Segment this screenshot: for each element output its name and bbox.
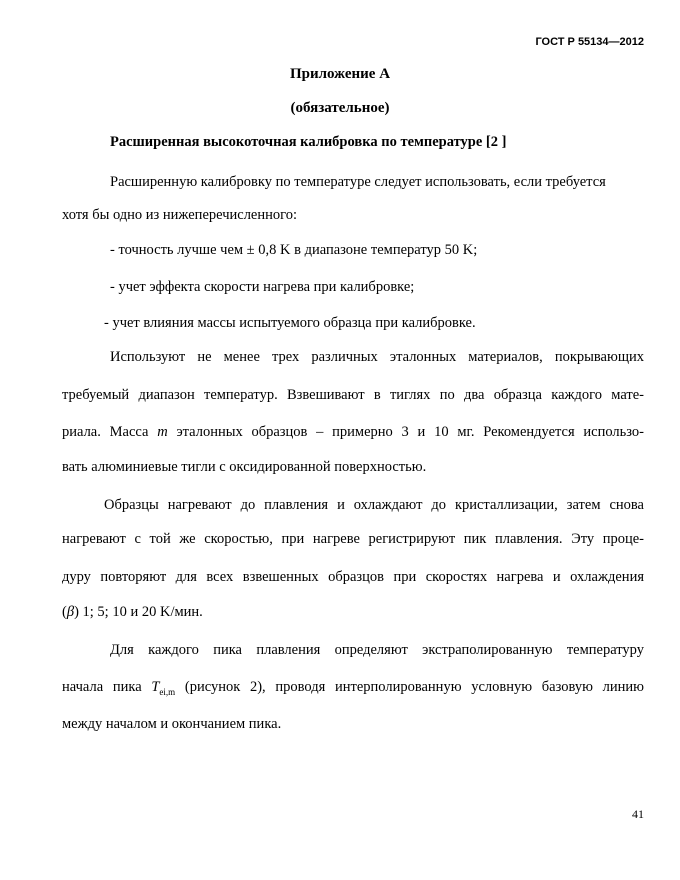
paragraph-line: Для каждого пика плавления определяют экстраполированную температуру	[110, 642, 644, 658]
paragraph-line: Образцы нагревают до плавления и охлаждают до кристаллизации, затем снова	[104, 497, 644, 513]
variable-temperature: T	[151, 679, 160, 695]
appendix-status: (обязательное)	[290, 100, 390, 116]
paragraph-line	[62, 424, 644, 441]
page-number: 41	[632, 807, 644, 821]
text-fragment: риала. Масса	[62, 424, 158, 440]
document-standard-number: ГОСТ Р 55134—2012	[535, 36, 644, 48]
paragraph-line	[62, 679, 644, 697]
paragraph-line: нагревают с той же скоростью, при нагреве регистрируют пик плавления. Эту проце-	[62, 531, 644, 547]
list-item: - учет влияния массы испытуемого образца при калибровке.	[104, 315, 476, 331]
variable-beta: β	[66, 604, 75, 620]
paragraph-line: Расширенную калибровку по температуре следует использовать, если требуется	[110, 174, 606, 190]
paragraph-line: Используют не менее трех различных эталонных материалов, покрывающих	[110, 349, 644, 365]
list-item: - точность лучше чем ± 0,8 K в диапазоне температур 50 K;	[110, 242, 478, 258]
paragraph-line: между началом и окончанием пика.	[62, 716, 282, 732]
paragraph-line	[62, 604, 203, 621]
paragraph-line: требуемый диапазон температур. Взвешивают в тиглях по два образца каждого мате-	[62, 387, 644, 403]
text-fragment: (	[62, 604, 67, 620]
text-fragment: ) 1; 5; 10 и 20 K/мин.	[74, 604, 203, 620]
section-heading: Расширенная высокоточная калибровка по температуре [2 ]	[110, 134, 507, 150]
variable-subscript: ei,m	[159, 686, 176, 697]
text-fragment: эталонных образцов – примерно 3 и 10 мг. Рекомендуется использо-	[167, 424, 644, 440]
paragraph-line: дуру повторяют для всех взвешенных образцов при скоростях нагрева и охлаждения	[62, 569, 644, 585]
list-item: - учет эффекта скорости нагрева при калибровке;	[110, 279, 415, 295]
paragraph-line: хотя бы одно из нижеперечисленного:	[62, 207, 297, 223]
variable-mass: m	[157, 424, 168, 440]
appendix-title: Приложение А	[289, 66, 391, 82]
text-fragment: (рисунок 2), проводя интерполированную условную базовую линию	[175, 679, 644, 695]
text-fragment: начала пика	[62, 679, 152, 695]
paragraph-line: вать алюминиевые тигли с оксидированной поверхностью.	[62, 459, 427, 475]
